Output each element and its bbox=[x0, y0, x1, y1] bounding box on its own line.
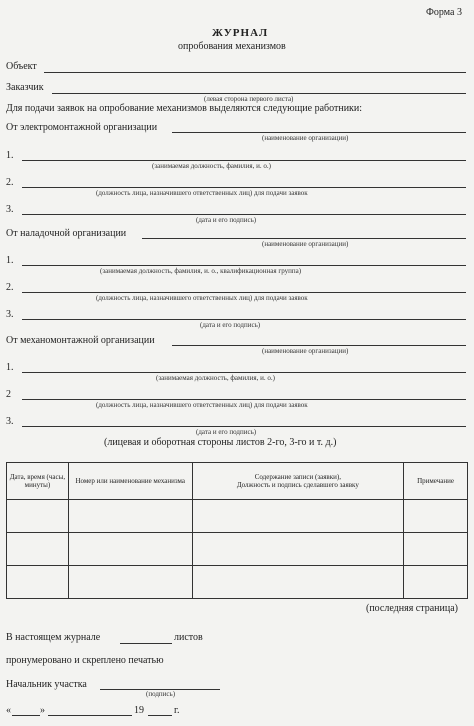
item-number: 3. bbox=[6, 309, 14, 320]
table-cell[interactable] bbox=[404, 500, 468, 533]
worker-1-field[interactable] bbox=[22, 372, 466, 373]
item-number: 2. bbox=[6, 282, 14, 293]
column-header-content bbox=[192, 463, 403, 500]
year-prefix: 19 bbox=[134, 705, 144, 716]
item-number: 3. bbox=[6, 204, 14, 215]
year-field[interactable] bbox=[148, 715, 172, 716]
numbered-sealed-text: пронумеровано и скреплено печатью bbox=[6, 655, 164, 666]
org-label-commissioning: От наладочной организации bbox=[6, 228, 127, 239]
appointer-caption: (должность лица, назначившего ответственных лиц) для подачи заявок bbox=[96, 189, 308, 197]
column-header-datetime: Дата, время (часы, минуты) bbox=[7, 463, 69, 500]
item-number: 1. bbox=[6, 150, 14, 161]
table-cell[interactable] bbox=[404, 533, 468, 566]
date-quote-open: « bbox=[6, 705, 11, 716]
table-cell[interactable] bbox=[192, 533, 403, 566]
table-cell[interactable] bbox=[68, 533, 192, 566]
intro-text: Для подачи заявок на опробование механизмов выделяются следующие работники: bbox=[6, 103, 363, 114]
content-header-line-1: Содержание записи (заявки), bbox=[254, 473, 341, 481]
table-cell[interactable] bbox=[192, 500, 403, 533]
table-cell[interactable] bbox=[7, 533, 69, 566]
org-label-electrical: От электромонтажной организации bbox=[6, 122, 158, 133]
org-caption: (наименование организации) bbox=[262, 134, 349, 142]
item-number: 2 bbox=[6, 389, 11, 400]
object-label: Объект bbox=[6, 61, 37, 72]
org-caption: (наименование организации) bbox=[262, 240, 349, 248]
form-number: Форма 3 bbox=[426, 7, 462, 18]
journal-pages-suffix: листов bbox=[174, 632, 203, 643]
log-table bbox=[6, 462, 468, 599]
worker-2-field[interactable] bbox=[22, 187, 466, 188]
object-field[interactable] bbox=[44, 72, 466, 73]
customer-caption: (левая сторона первого листа) bbox=[204, 95, 294, 103]
table-row bbox=[7, 533, 468, 566]
table-cell[interactable] bbox=[68, 500, 192, 533]
pages-count-field[interactable] bbox=[120, 643, 172, 644]
customer-field[interactable] bbox=[52, 93, 466, 94]
journal-title: ЖУРНАЛ bbox=[212, 27, 269, 39]
journal-pages-prefix: В настоящем журнале bbox=[6, 632, 101, 643]
worker-1-field[interactable] bbox=[22, 160, 466, 161]
item-number: 3. bbox=[6, 416, 14, 427]
org-field-mechanical[interactable] bbox=[172, 345, 466, 346]
worker-caption: (занимаемая должность, фамилия, и. о.) bbox=[156, 374, 275, 382]
table-cell[interactable] bbox=[192, 566, 403, 599]
item-number: 1. bbox=[6, 255, 14, 266]
item-number: 1. bbox=[6, 362, 14, 373]
org-caption: (наименование организации) bbox=[262, 347, 349, 355]
signature-caption: (подпись) bbox=[146, 690, 176, 698]
appointer-caption: (должность лица, назначившего ответственных лиц) для подачи заявок bbox=[96, 294, 308, 302]
worker-3-field[interactable] bbox=[22, 214, 466, 215]
table-row bbox=[7, 566, 468, 599]
date-signature-caption: (дата и его подпись) bbox=[196, 428, 257, 436]
org-field-electrical[interactable] bbox=[172, 132, 466, 133]
month-field[interactable] bbox=[48, 715, 132, 716]
worker-2-field[interactable] bbox=[22, 292, 466, 293]
table-header-row bbox=[7, 463, 468, 500]
table-note: (лицевая и оборотная стороны листов 2-го, 3-го и т. д.) bbox=[104, 437, 337, 448]
worker-caption: (занимаемая должность, фамилия, и. о., квалификационная группа) bbox=[100, 267, 302, 275]
journal-subtitle: опробования механизмов bbox=[178, 41, 286, 52]
day-field[interactable] bbox=[12, 715, 40, 716]
table-cell[interactable] bbox=[68, 566, 192, 599]
content-header-line-2: Должность и подпись сделавшего заявку bbox=[236, 481, 359, 489]
chief-label: Начальник участка bbox=[6, 679, 87, 690]
column-header-note: Примечание bbox=[404, 463, 468, 500]
table-cell[interactable] bbox=[404, 566, 468, 599]
worker-1-field[interactable] bbox=[22, 265, 466, 266]
year-suffix: г. bbox=[174, 705, 180, 716]
table-row bbox=[7, 500, 468, 533]
worker-caption: (занимаемая должность, фамилия, и. о.) bbox=[152, 162, 271, 170]
org-field-commissioning[interactable] bbox=[142, 238, 466, 239]
column-header-mechanism: Номер или наименование механизма bbox=[68, 463, 192, 500]
appointer-caption: (должность лица, назначившего ответственных лиц) для подачи заявок bbox=[96, 401, 308, 409]
date-signature-caption: (дата и его подпись) bbox=[200, 321, 261, 329]
worker-2-field[interactable] bbox=[22, 399, 466, 400]
customer-label: Заказчик bbox=[6, 82, 44, 93]
date-signature-caption: (дата и его подпись) bbox=[196, 216, 257, 224]
item-number: 2. bbox=[6, 177, 14, 188]
worker-3-field[interactable] bbox=[22, 319, 466, 320]
worker-3-field[interactable] bbox=[22, 426, 466, 427]
org-label-mechanical: От механомонтажной организации bbox=[6, 335, 155, 346]
last-page-label: (последняя страница) bbox=[366, 603, 458, 614]
date-quote-close: » bbox=[40, 705, 45, 716]
table-cell[interactable] bbox=[7, 566, 69, 599]
table-cell[interactable] bbox=[7, 500, 69, 533]
